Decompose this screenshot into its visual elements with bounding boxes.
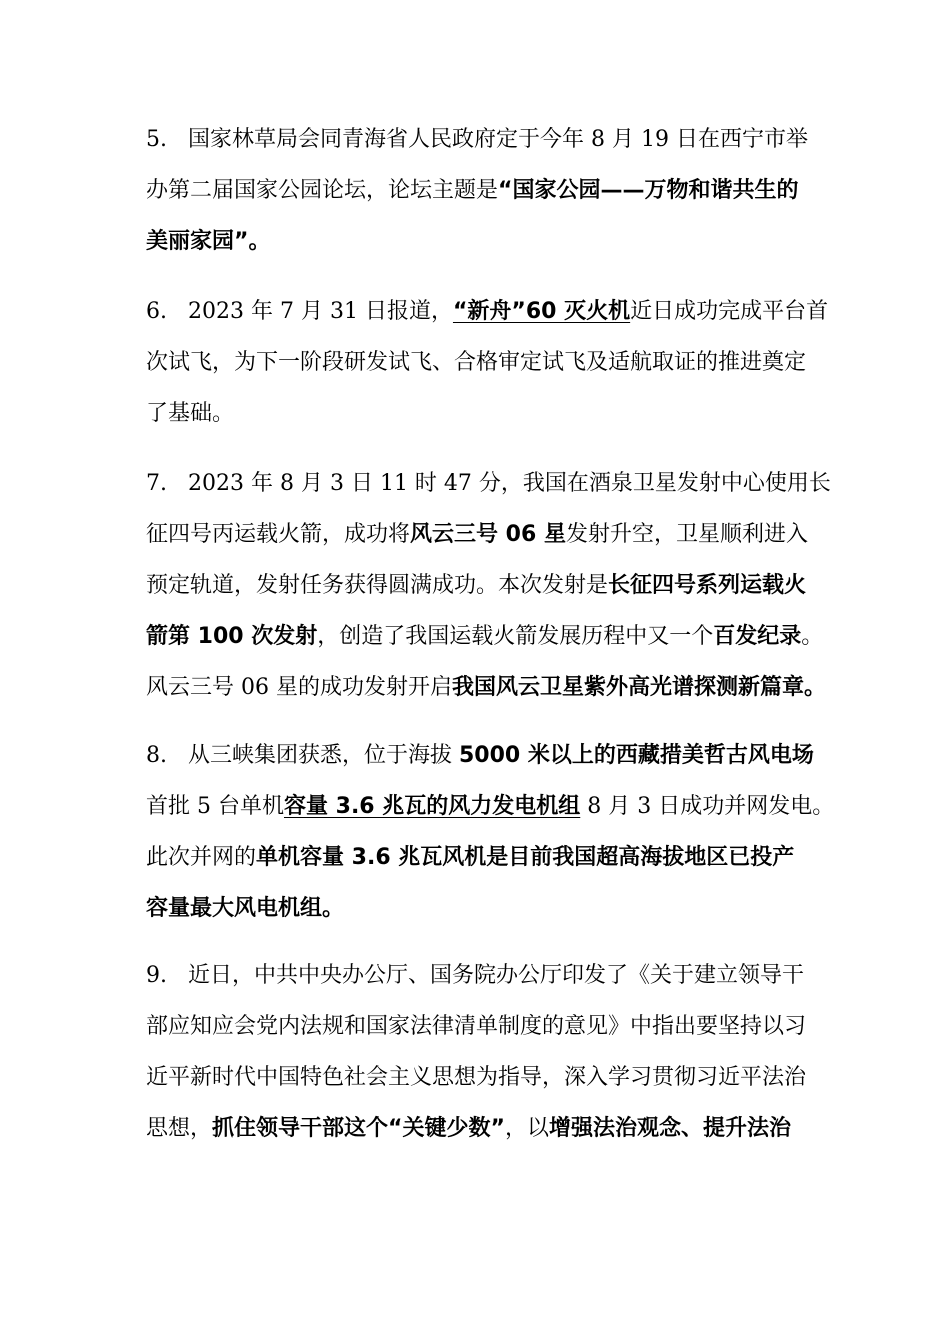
bold-text: 5000 米以上的西藏措美哲古风电场: [459, 743, 814, 768]
item-number: 7.: [146, 471, 167, 496]
line: [146, 781, 835, 832]
text: 此次并网的: [146, 845, 257, 870]
bold-text: “国家公园——万物和谐共生的: [498, 178, 799, 203]
line: [146, 509, 810, 560]
line: [146, 388, 810, 439]
bold-text: 长征四号系列运载火: [608, 573, 807, 598]
text: 2023 年 7 月 31 日报道，: [188, 299, 453, 324]
text: 。: [801, 624, 824, 649]
text: 近日，中共中央办公厅、国务院办公厅印发了《关于建立领导干: [188, 963, 805, 988]
bold-text: 抓住领导干部这个“关键少数”: [212, 1116, 505, 1141]
line: [146, 611, 824, 662]
text: 国家林草局会同青海省人民政府定于今年 8 月 19 日在西宁市举: [188, 127, 808, 152]
bold-text: 增强法治观念、提升法治: [548, 1116, 791, 1141]
line: [146, 883, 810, 934]
text: 近日成功完成平台首: [630, 299, 829, 324]
line: [146, 286, 829, 337]
bold-underlined-text: “新舟”60 灭火机: [452, 299, 631, 324]
text: 2023 年 8 月 3 日 11 时 47 分，我国在酒泉卫星发射中心使用长: [188, 471, 831, 496]
text: 8 月 3 日成功并网发电。: [580, 794, 835, 819]
text: 发射升空，卫星顺利进入: [565, 522, 808, 547]
line: [146, 458, 831, 509]
line: [146, 730, 814, 781]
text: 从三峡集团获悉，位于海拔: [188, 743, 459, 768]
text: ，以: [504, 1116, 549, 1141]
bold-underlined-text: 容量 3.6 兆瓦的风力发电机组: [283, 794, 581, 819]
bold-text: 美丽家园”。: [146, 229, 271, 254]
line: [146, 216, 810, 267]
line: [146, 1052, 810, 1103]
item-number: 6.: [146, 299, 167, 324]
line: [146, 950, 810, 1001]
text: 了基础。: [146, 401, 235, 426]
line: [146, 662, 826, 713]
text: 次试飞，为下一阶段研发试飞、合格审定试飞及适航取证的推进奠定: [146, 350, 807, 375]
bold-text: 箭第 100 次发射: [146, 624, 318, 649]
news-item-7: [146, 458, 831, 713]
item-number: 5.: [146, 127, 167, 152]
text: 征四号丙运载火箭，成功将: [146, 522, 411, 547]
line: [146, 337, 810, 388]
line: [146, 560, 810, 611]
news-item-5: [146, 114, 810, 267]
text: 近平新时代中国特色社会主义思想为指导，深入学习贯彻习近平法治: [146, 1065, 807, 1090]
news-item-8: [146, 730, 835, 934]
bold-text: 我国风云卫星紫外高光谱探测新篇章。: [451, 675, 826, 700]
text: 部应知应会党内法规和国家法律清单制度的意见》中指出要坚持以习: [146, 1014, 807, 1039]
item-number: 9.: [146, 963, 167, 988]
line: [146, 165, 810, 216]
bold-text: 容量最大风电机组。: [146, 896, 345, 921]
line: [146, 832, 810, 883]
bold-text: 单机容量 3.6 兆瓦风机是目前我国超高海拔地区已投产: [256, 845, 795, 870]
news-item-6: [146, 286, 829, 439]
news-item-9: [146, 950, 810, 1154]
text: 办第二届国家公园论坛，论坛主题是: [146, 178, 499, 203]
text: 风云三号 06 星的成功发射开启: [146, 675, 452, 700]
item-number: 8.: [146, 743, 167, 768]
text: 预定轨道，发射任务获得圆满成功。本次发射是: [146, 573, 609, 598]
text: 首批 5 台单机: [146, 794, 284, 819]
bold-text: 百发纪录: [713, 624, 802, 649]
line: [146, 1001, 810, 1052]
bold-text: 风云三号 06 星: [410, 522, 566, 547]
text: 思想，: [146, 1116, 213, 1141]
line: [146, 1103, 810, 1154]
line: [146, 114, 810, 165]
text: ，创造了我国运载火箭发展历程中又一个: [317, 624, 714, 649]
